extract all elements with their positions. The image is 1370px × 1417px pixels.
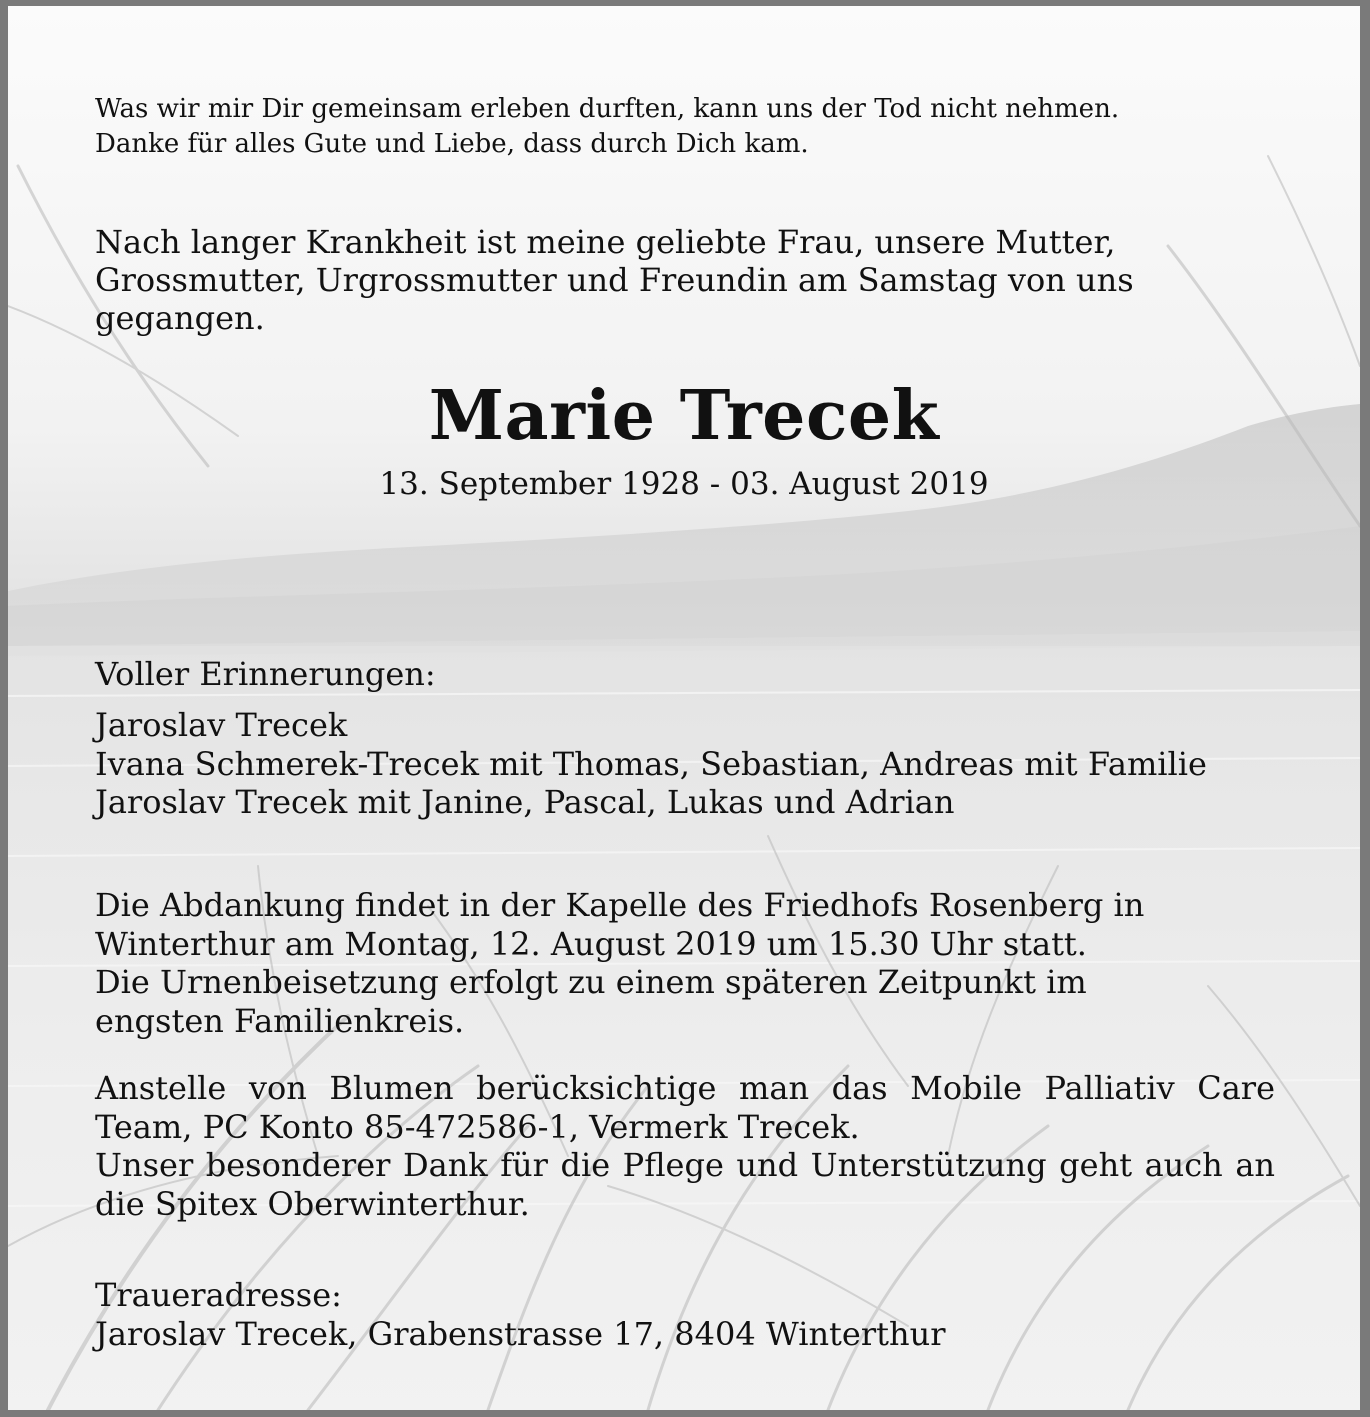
donation-line: Team, PC Konto 85-472586-1, Vermerk Trecek. <box>95 1107 860 1146</box>
ceremony-info <box>95 886 1215 1040</box>
announcement-line: Grossmutter, Urgrossmutter und Freundin am Samstag von uns <box>95 261 1134 299</box>
mourners-list <box>95 706 1207 822</box>
donation-info <box>95 1069 1275 1223</box>
life-dates: 13. September 1928 - 03. August 2019 <box>379 466 989 502</box>
address-line: Jaroslav Trecek, Grabenstrasse 17, 8404 Winterthur <box>95 1314 946 1353</box>
mourner-line: Ivana Schmerek-Trecek mit Thomas, Sebastian, Andreas mit Familie <box>95 744 1207 783</box>
ceremony-line: Winterthur am Montag, 12. August 2019 um 15.30 Uhr statt. <box>95 924 1087 963</box>
ceremony-line: Die Abdankung findet in der Kapelle des Friedhofs Rosenberg in <box>95 886 1145 924</box>
donation-line: die Spitex Oberwinterthur. <box>95 1184 530 1223</box>
memorial-verse <box>95 92 1275 162</box>
mourner-line: Jaroslav Trecek <box>95 706 348 744</box>
mourner-line: Jaroslav Trecek mit Janine, Pascal, Lukas und Adrian <box>95 783 955 821</box>
address-heading: Traueradresse: <box>95 1276 342 1314</box>
deceased-name: Marie Trecek <box>428 376 940 456</box>
donation-line: Unser besonderer Dank für die Pflege und Unterstützung geht auch an <box>95 1146 1275 1184</box>
verse-line: Was wir mir Dir gemeinsam erleben durften, kann uns der Tod nicht nehmen. <box>95 94 1120 124</box>
verse-line: Danke für alles Gute und Liebe, dass durch Dich kam. <box>95 129 809 159</box>
announcement-line: Nach langer Krankheit ist meine geliebte Frau, unsere Mutter, <box>95 223 1116 261</box>
announcement-text <box>95 223 1215 337</box>
mourning-address <box>95 1276 946 1353</box>
donation-line: Anstelle von Blumen berücksichtige man das Mobile Palliativ Care <box>95 1069 1275 1107</box>
ceremony-line: Die Urnenbeisetzung erfolgt zu einem späteren Zeitpunkt im <box>95 963 1087 1001</box>
announcement-line: gegangen. <box>95 299 265 337</box>
obituary-card <box>8 6 1360 1410</box>
mourners-heading: Voller Erinnerungen: <box>95 655 436 693</box>
ceremony-line: engsten Familienkreis. <box>95 1001 465 1040</box>
